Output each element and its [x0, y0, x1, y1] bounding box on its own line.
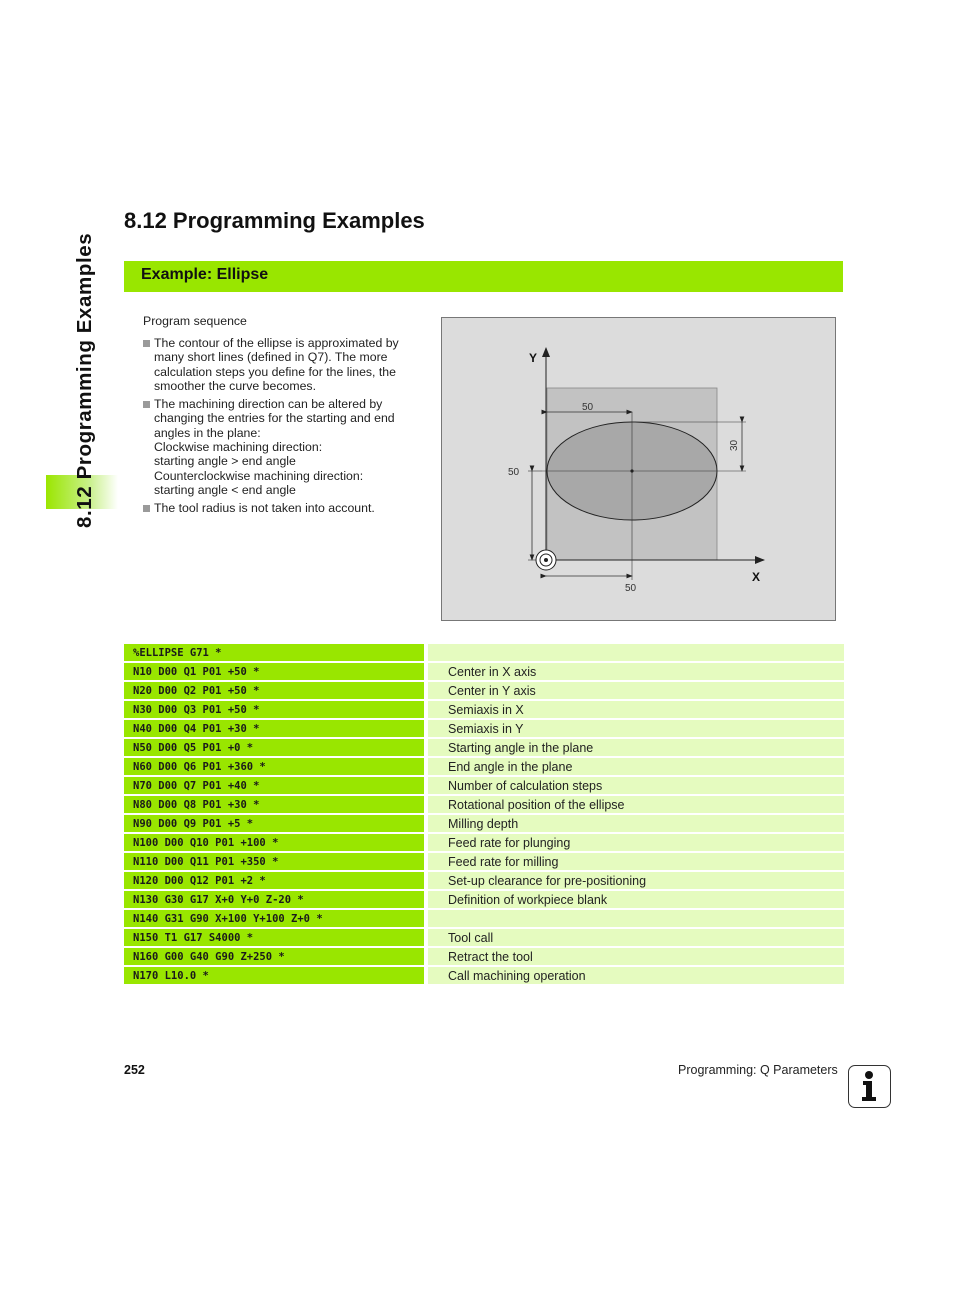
- axis-x-label: X: [752, 570, 761, 584]
- nc-code: %ELLIPSE G71 *: [124, 644, 428, 663]
- program-row: [124, 739, 844, 758]
- bullet-item: [143, 336, 423, 393]
- nc-description: Set-up clearance for pre-positioning: [428, 872, 844, 891]
- nc-description: Center in Y axis: [428, 682, 844, 701]
- program-row: [124, 948, 844, 967]
- program-row: [124, 834, 844, 853]
- nc-description: Starting angle in the plane: [428, 739, 844, 758]
- ellipse-figure: [441, 317, 836, 621]
- nc-code: N70 D00 Q7 P01 +40 *: [124, 777, 428, 796]
- bullet-line: The machining direction can be altered by: [154, 397, 383, 412]
- nc-description: Feed rate for milling: [428, 853, 844, 872]
- program-sequence-label: Program sequence: [143, 314, 247, 328]
- nc-code: N60 D00 Q6 P01 +360 *: [124, 758, 428, 777]
- bullet-item: [143, 501, 423, 515]
- nc-code: N160 G00 G40 G90 Z+250 *: [124, 948, 428, 967]
- program-row: [124, 720, 844, 739]
- nc-code: N40 D00 Q4 P01 +30 *: [124, 720, 428, 739]
- nc-description: Rotational position of the ellipse: [428, 796, 844, 815]
- bullet-line: calculation steps you define for the lines, the: [154, 364, 396, 379]
- program-row: [124, 891, 844, 910]
- nc-code: N10 D00 Q1 P01 +50 *: [124, 663, 428, 682]
- axis-y-label: Y: [529, 351, 538, 365]
- nc-code: N140 G31 G90 X+100 Y+100 Z+0 *: [124, 910, 428, 929]
- program-row: [124, 796, 844, 815]
- nc-code: N150 T1 G17 S4000 *: [124, 929, 428, 948]
- dim-right-30: 30: [729, 439, 740, 451]
- nc-description: Number of calculation steps: [428, 777, 844, 796]
- datum-symbol: [536, 550, 556, 570]
- bullet-line: angles in the plane:: [154, 425, 261, 440]
- bullet-line: many short lines (defined in Q7). The more: [154, 350, 388, 365]
- program-row: [124, 967, 844, 986]
- program-row: [124, 663, 844, 682]
- page-number: 252: [124, 1063, 145, 1077]
- nc-code: N80 D00 Q8 P01 +30 *: [124, 796, 428, 815]
- footer-chapter: Programming: Q Parameters: [678, 1063, 838, 1077]
- nc-code: N50 D00 Q5 P01 +0 *: [124, 739, 428, 758]
- program-row: [124, 701, 844, 720]
- nc-code: N90 D00 Q9 P01 +5 *: [124, 815, 428, 834]
- bullet-line: smoother the curve becomes.: [154, 378, 316, 393]
- nc-description: Definition of workpiece blank: [428, 891, 844, 910]
- program-row: [124, 777, 844, 796]
- program-row: [124, 682, 844, 701]
- nc-code: N20 D00 Q2 P01 +50 *: [124, 682, 428, 701]
- bullet-line: starting angle < end angle: [154, 482, 296, 497]
- program-row: [124, 815, 844, 834]
- nc-code: N130 G30 G17 X+0 Y+0 Z-20 *: [124, 891, 428, 910]
- page-title: 8.12 Programming Examples: [124, 208, 425, 233]
- section-header: [124, 261, 843, 292]
- section-title: Example: Ellipse: [141, 266, 269, 283]
- program-table: [124, 644, 844, 986]
- bullet-item: [143, 397, 423, 497]
- bullet-square-icon: [143, 340, 150, 347]
- nc-description: Retract the tool: [428, 948, 844, 967]
- bullet-list: [143, 336, 423, 520]
- nc-code: N30 D00 Q3 P01 +50 *: [124, 701, 428, 720]
- program-row: [124, 644, 844, 663]
- nc-description: Semiaxis in Y: [428, 720, 844, 739]
- nc-description: Center in X axis: [428, 663, 844, 682]
- nc-description: Call machining operation: [428, 967, 844, 986]
- bullet-line: Clockwise machining direction:: [154, 440, 323, 455]
- nc-description: [428, 644, 844, 663]
- dim-bottom-50: 50: [625, 583, 637, 594]
- bullet-square-icon: [143, 505, 150, 512]
- program-row: [124, 853, 844, 872]
- nc-description: Milling depth: [428, 815, 844, 834]
- bullet-line: The tool radius is not taken into account.: [154, 501, 375, 516]
- program-row: [124, 758, 844, 777]
- nc-description: Semiaxis in X: [428, 701, 844, 720]
- bullet-line: starting angle > end angle: [154, 454, 296, 469]
- nc-code: N120 D00 Q12 P01 +2 *: [124, 872, 428, 891]
- bullet-square-icon: [143, 401, 150, 408]
- nc-description: Tool call: [428, 929, 844, 948]
- nc-code: N110 D00 Q11 P01 +350 *: [124, 853, 428, 872]
- info-icon[interactable]: [848, 1065, 891, 1108]
- program-row: [124, 872, 844, 891]
- program-row: [124, 929, 844, 948]
- bullet-line: changing the entries for the starting and end: [154, 411, 395, 426]
- nc-description: Feed rate for plunging: [428, 834, 844, 853]
- dim-top-50: 50: [582, 402, 594, 413]
- bullet-line: Counterclockwise machining direction:: [154, 468, 364, 483]
- dim-left-50: 50: [508, 467, 520, 478]
- nc-code: N100 D00 Q10 P01 +100 *: [124, 834, 428, 853]
- bullet-line: The contour of the ellipse is approximated by: [154, 336, 399, 350]
- program-row: [124, 910, 844, 929]
- nc-code: N170 L10.0 *: [124, 967, 428, 986]
- nc-description: [428, 910, 844, 929]
- nc-description: End angle in the plane: [428, 758, 844, 777]
